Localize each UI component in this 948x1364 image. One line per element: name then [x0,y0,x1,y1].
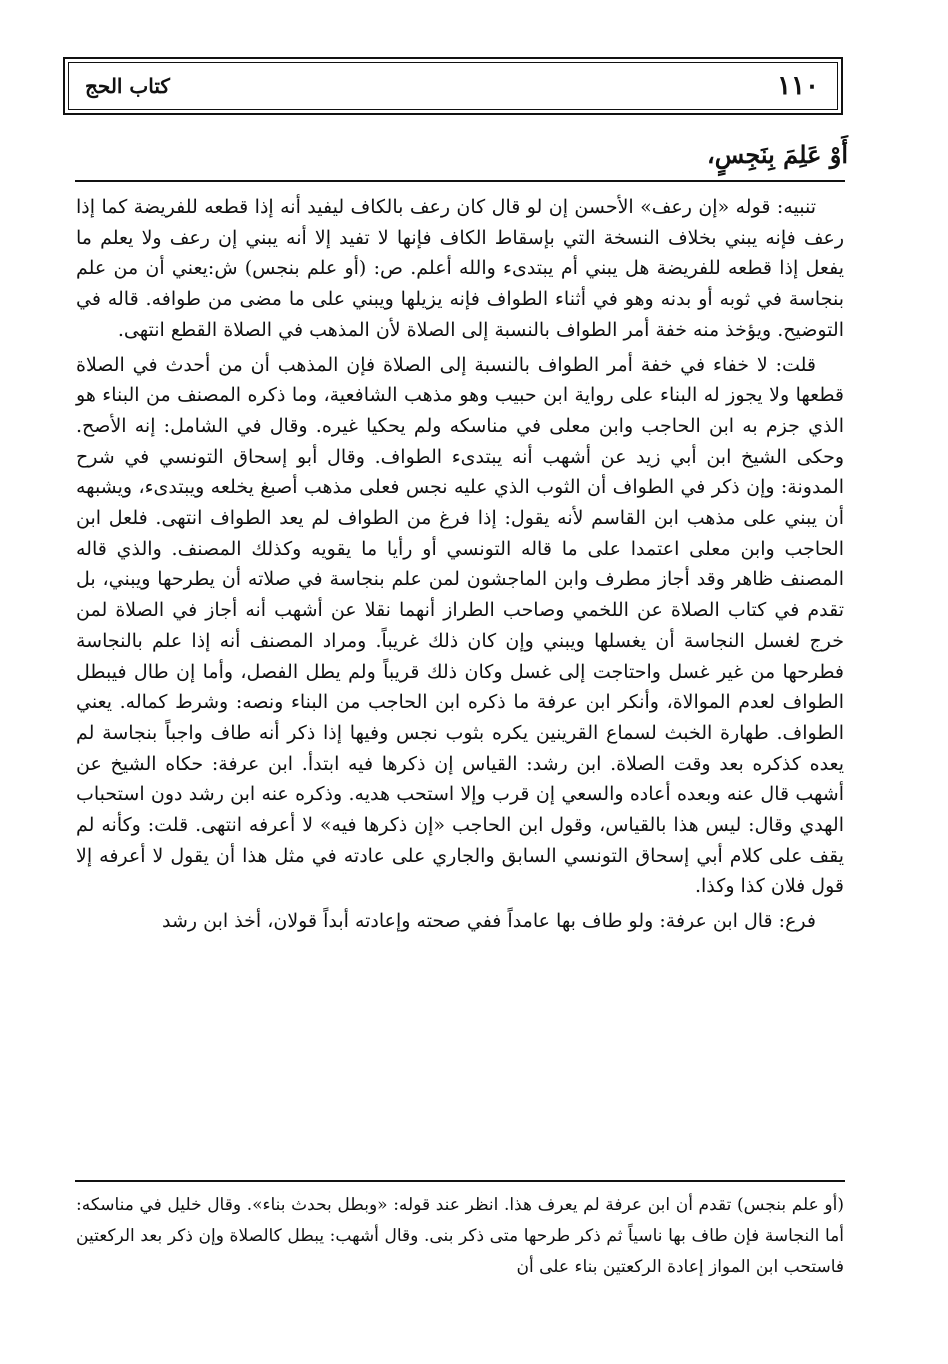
divider-top [75,180,845,182]
page-number: ١١٠ [777,71,819,101]
commentary [76,192,844,941]
footnote [76,1190,844,1283]
page-header [63,57,843,115]
book-title: كتاب الحج [85,74,170,98]
footnote-text: (أو علم بنجس) تقدم أن ابن عرفة لم يعرف هذا. انظر عند قوله: «وبطل بحدث بناء». وقال خليل في مناسكه: أما النجاسة فإن طاف بها ناسياً ثم ذكر طرحها متى ذكر بنى. وقال أشهب: يبطل كالصلاة وإن ذكر بعد الركعتين فاستحب ابن المواز إعادة الركعتين بناء على أن [76,1195,844,1277]
commentary-paragraph: قلت: لا خفاء في خفة أمر الطواف بالنسبة إلى الصلاة فإن المذهب أن من أحدث في الصلاة قطعها ولا يجوز له البناء على رواية ابن حبيب وهو مذهب الشافعية، وما ذكره المصنف من البناء هو الذي جزم به ابن الحاجب وابن معلى في مناسكه ولم يحكيا غيره. وقال في الشامل: إنه الأصح. وحكى الشيخ ابن أبي زيد عن أشهب أنه يبتدىء الطواف. وقال أبو إسحاق التونسي في شرح المدونة: وإن ذكر في الطواف أن الثوب الذي عليه نجس فعلى مذهب أصبغ يخلعه ويبتدىء، ويشبهه أن يبني على مذهب ابن القاسم لأنه يقول: إذا فرغ من الطواف لم يعد الطواف انتهى. فلعل ابن الحاجب وابن معلى اعتمدا على ما قاله التونسي أو رأيا ما يقويه وكذلك المصنف. والذي قاله المصنف ظاهر وقد أجاز مطرف وابن الماجشون لمن علم بنجاسة في صلاته أن يطرحها ويبني، بل تقدم في كتاب الصلاة عن اللخمي وصاحب الطراز أنهما نقلا عن أشهب أنه أجاز في الصلاة لمن خرج لغسل النجاسة أن يغسلها ويبني وإن كان ذلك غريباً. ومراد المصنف أنه إذا علم بالنجاسة فطرحها من غير غسل واحتاجت إلى غسل وكان ذلك قريباً ولم يطل الفصل، وأما إن طال فيبطل الطواف لعدم الموالاة، وأنكر ابن عرفة ما ذكره ابن الحاجب من البناء ونصه: وشرط كماله. يعني الطواف. طهارة الخبث لسماع القرينين يكره بثوب نجس وفيها إذا ذكر أنه طاف واجباً بنجاسة لم يعده كذكره بعد وقت الصلاة. ابن رشد: القياس إن ذكرها فيه ابتدأ. ابن عرفة: حكاه الشيخ عن أشهب قال عنه وبعده أعاده والسعي إن قرب وإلا استحب هديه. وذكره عنه ابن رشد دون استحباب الهدي وقال: ليس هذا بالقياس، وقول ابن الحاجب «إن ذكرها فيه» لا أعرفه انتهى. قلت: وكأنه لم يقف على كلام أبي إسحاق التونسي السابق والجاري على عادته في مثل هذا أن يقول لا أعرفه إلا قول فلان كذا وكذا. [76,353,844,898]
commentary-paragraph: فرع: قال ابن عرفة: ولو طاف بها عامداً ففي صحته وإعادته أبداً قولان، أخذ ابن رشد [162,910,816,933]
divider-footnote [75,1180,845,1182]
commentary-paragraph: تنبيه: قوله «إن رعف» الأحسن إن لو قال كان رعف بالكاف ليفيد أنه إذا قطعه للفريضة كما إذا رعف فإنه يبني بخلاف النسخة التي بإسقاط الكاف فإنها لا تفيد إلا أنه يبني إن رعف ولا يعلم ما يفعل إذا قطعه للفريضة هل يبني أم يبتدىء والله أعلم. ص: (أو علم بنجس) ش:يعني أن من علم بنجاسة في ثوبه أو بدنه وهو في أثناء الطواف فإنه يزيلها ويبني على ما مضى من طوافه. قاله في التوضيح. ويؤخذ منه خفة أمر الطواف بالنسبة إلى الصلاة لأن المذهب في الصلاة القطع انتهى. [76,196,844,341]
matn-text: أَوْ عَلِمَ بِنَجِسٍ، [707,140,848,169]
